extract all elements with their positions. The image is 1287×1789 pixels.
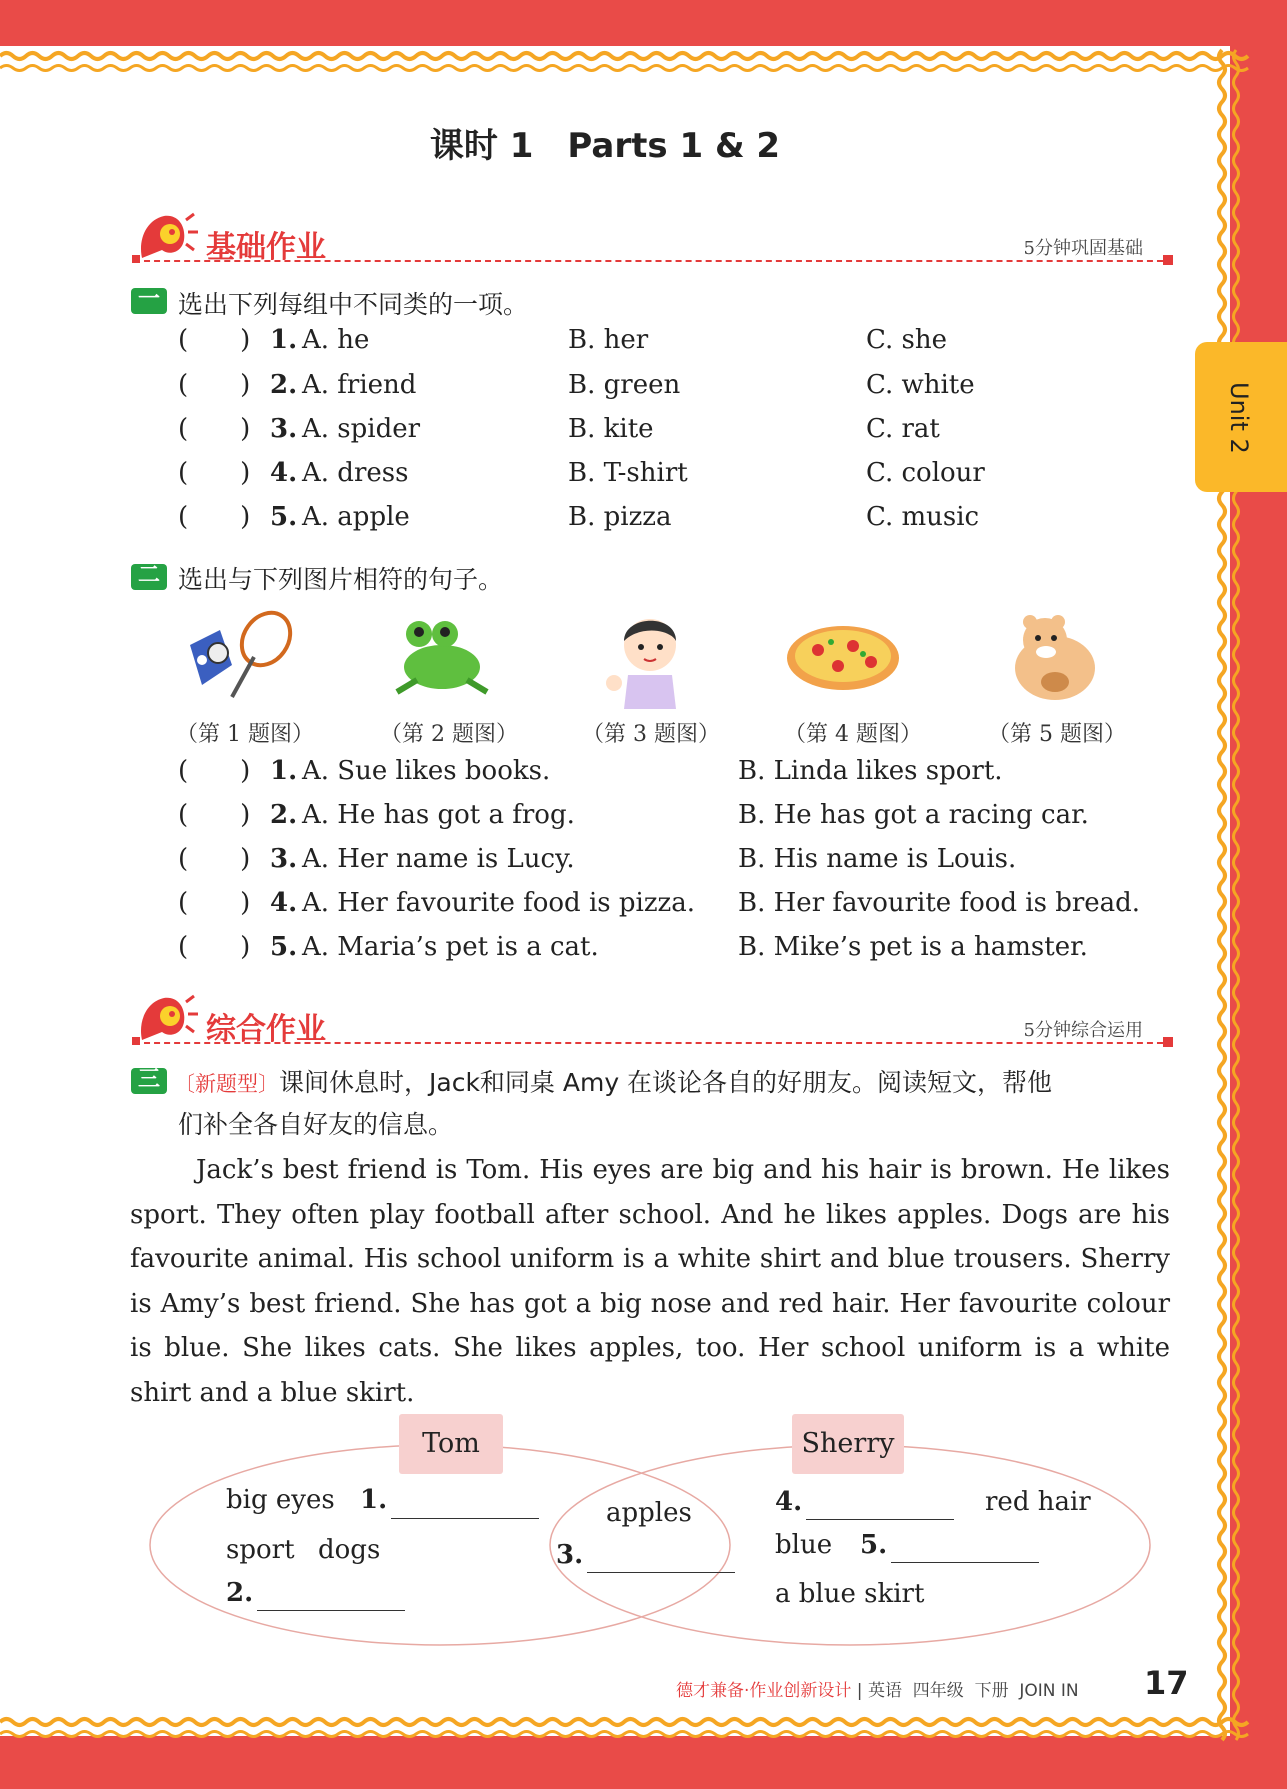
option-c: C. music [866,502,980,532]
picture-caption: （第 4 题图） [784,722,922,747]
question-title-3 [174,1063,1052,1099]
boy-image [600,605,695,710]
answer-bracket[interactable]: ( ) [178,325,251,355]
answer-bracket[interactable]: ( ) [178,844,251,874]
venn-tom-sport: sport [226,1535,295,1565]
venn-blank-1[interactable] [391,1490,539,1523]
new-type-tag: 〔新题型〕 [174,1072,279,1096]
answer-bracket[interactable]: ( ) [178,800,251,830]
option-b: B. T-shirt [568,458,688,488]
game-controller-racket-image [180,605,295,705]
option-a: A. Maria’s pet is a cat. [302,932,599,962]
option-a: A. friend [302,370,417,400]
venn-sherry-red-hair: red hair [985,1487,1091,1517]
venn-blank-4[interactable] [806,1491,954,1524]
bell-mascot-icon [134,210,200,264]
picture-caption: （第 3 题图） [582,722,720,747]
option-a: A. He has got a frog. [302,800,575,830]
footer [676,1676,1079,1701]
option-b: B. Her favourite food is bread. [738,888,1141,918]
answer-bracket[interactable]: ( ) [178,502,251,532]
option-b: B. He has got a racing car. [738,800,1089,830]
venn-both-apples: apples [606,1498,692,1528]
question-title-2: 选出与下列图片相符的句子。 [178,565,504,594]
rule-end-right [1163,255,1173,265]
unit-side-tab [1195,342,1287,492]
venn-blank-2[interactable] [257,1582,405,1615]
option-c: C. rat [866,414,940,444]
frog-image [387,612,497,702]
question-number-1: 一 [131,288,167,314]
venn-blank-4-number: 4. [775,1487,803,1517]
option-b: B. kite [568,414,654,444]
question-title-3-line2: 们补全各自好友的信息。 [178,1110,454,1139]
venn-blank-2-number: 2. [226,1578,254,1608]
question-item-number: 2. [270,800,298,830]
question-title-3-line1: 课间休息时，Jack和同桌 Amy 在谈论各自的好朋友。阅读短文，帮他 [279,1068,1053,1097]
option-b: B. pizza [568,502,672,532]
option-a: A. Her favourite food is pizza. [302,888,695,918]
section-name: 综合作业 [206,1012,326,1047]
venn-tom-big-eyes: big eyes [226,1485,335,1515]
bell-mascot-icon [134,992,200,1046]
option-b: B. Linda likes sport. [738,756,1003,786]
footer-volume: 下册 [974,1681,1009,1701]
venn-sherry-skirt: a blue skirt [775,1579,925,1609]
answer-bracket[interactable]: ( ) [178,888,251,918]
picture-caption: （第 5 题图） [988,722,1126,747]
question-item-number: 4. [270,888,298,918]
option-c: C. she [866,325,947,355]
picture-caption: （第 1 题图） [176,722,314,747]
section-header-basic [128,210,1173,280]
question-item-number: 5. [270,502,298,532]
venn-tom-dogs: dogs [318,1535,381,1565]
venn-blank-5[interactable] [891,1534,1039,1567]
option-a: A. Her name is Lucy. [302,844,575,874]
footer-grade: 四年级 [912,1681,964,1701]
page-number: 17 [1144,1664,1189,1702]
hamster-image [1000,610,1105,705]
section-rule [134,1042,1173,1044]
answer-bracket[interactable]: ( ) [178,458,251,488]
option-b: B. green [568,370,681,400]
option-b: B. her [568,325,649,355]
unit-tab-label: Unit 2 [1225,382,1253,454]
option-a: A. spider [302,414,421,444]
venn-sherry-blue: blue [775,1530,833,1560]
question-title-1: 选出下列每组中不同类的一项。 [178,290,529,319]
rule-end-right [1163,1037,1173,1047]
section-subtitle: 5分钟巩固基础 [1023,238,1143,259]
venn-blank-3[interactable] [587,1544,735,1577]
question-item-number: 5. [270,932,298,962]
venn-blank-5-number: 5. [860,1530,888,1560]
reading-passage: Jack’s best friend is Tom. His eyes are big and his hair is brown. He likes sport. They often play football after school. And he likes apples. Dogs are his favourite animal. His school uniform is a white shirt and blue trousers. Sherry is Amy’s best friend. She has got a big nose and red hair. Her favourite colour is blue. She likes cats. She likes apples, too. Her school uniform is a white shirt and a blue skirt. [130,1155,1170,1408]
option-b: B. His name is Louis. [738,844,1017,874]
footer-separator: | [851,1681,868,1701]
option-a: A. he [302,325,370,355]
picture-caption: （第 2 题图） [380,722,518,747]
question-item-number: 3. [270,414,298,444]
question-number-2: 二 [131,564,167,590]
answer-bracket[interactable]: ( ) [178,756,251,786]
option-a: A. apple [302,502,410,532]
question-number-3: 三 [131,1068,167,1094]
section-header-comprehensive [128,992,1173,1062]
option-a: A. Sue likes books. [302,756,551,786]
question-item-number: 1. [270,756,298,786]
right-wave-border-inner [1234,50,1239,1740]
section-subtitle: 5分钟综合运用 [1023,1020,1143,1041]
footer-brand: 德才兼备·作业创新设计 [676,1681,852,1701]
pizza-image [783,618,903,698]
answer-bracket[interactable]: ( ) [178,932,251,962]
question-item-number: 2. [270,370,298,400]
section-rule [134,260,1173,262]
option-b: B. Mike’s pet is a hamster. [738,932,1088,962]
venn-label-tom: Tom [399,1414,503,1474]
footer-subject: 英语 [867,1681,902,1701]
footer-series: JOIN IN [1019,1681,1079,1701]
page-title: 课时 1 Parts 1 & 2 [429,126,781,166]
answer-bracket[interactable]: ( ) [178,414,251,444]
question-item-number: 4. [270,458,298,488]
option-c: C. colour [866,458,985,488]
section-name: 基础作业 [206,230,326,265]
option-a: A. dress [302,458,409,488]
venn-blank-3-number: 3. [556,1540,584,1570]
answer-bracket[interactable]: ( ) [178,370,251,400]
question-item-number: 1. [270,325,298,355]
question-item-number: 3. [270,844,298,874]
venn-blank-1-number: 1. [360,1485,388,1515]
option-c: C. white [866,370,975,400]
venn-label-sherry: Sherry [792,1414,904,1474]
